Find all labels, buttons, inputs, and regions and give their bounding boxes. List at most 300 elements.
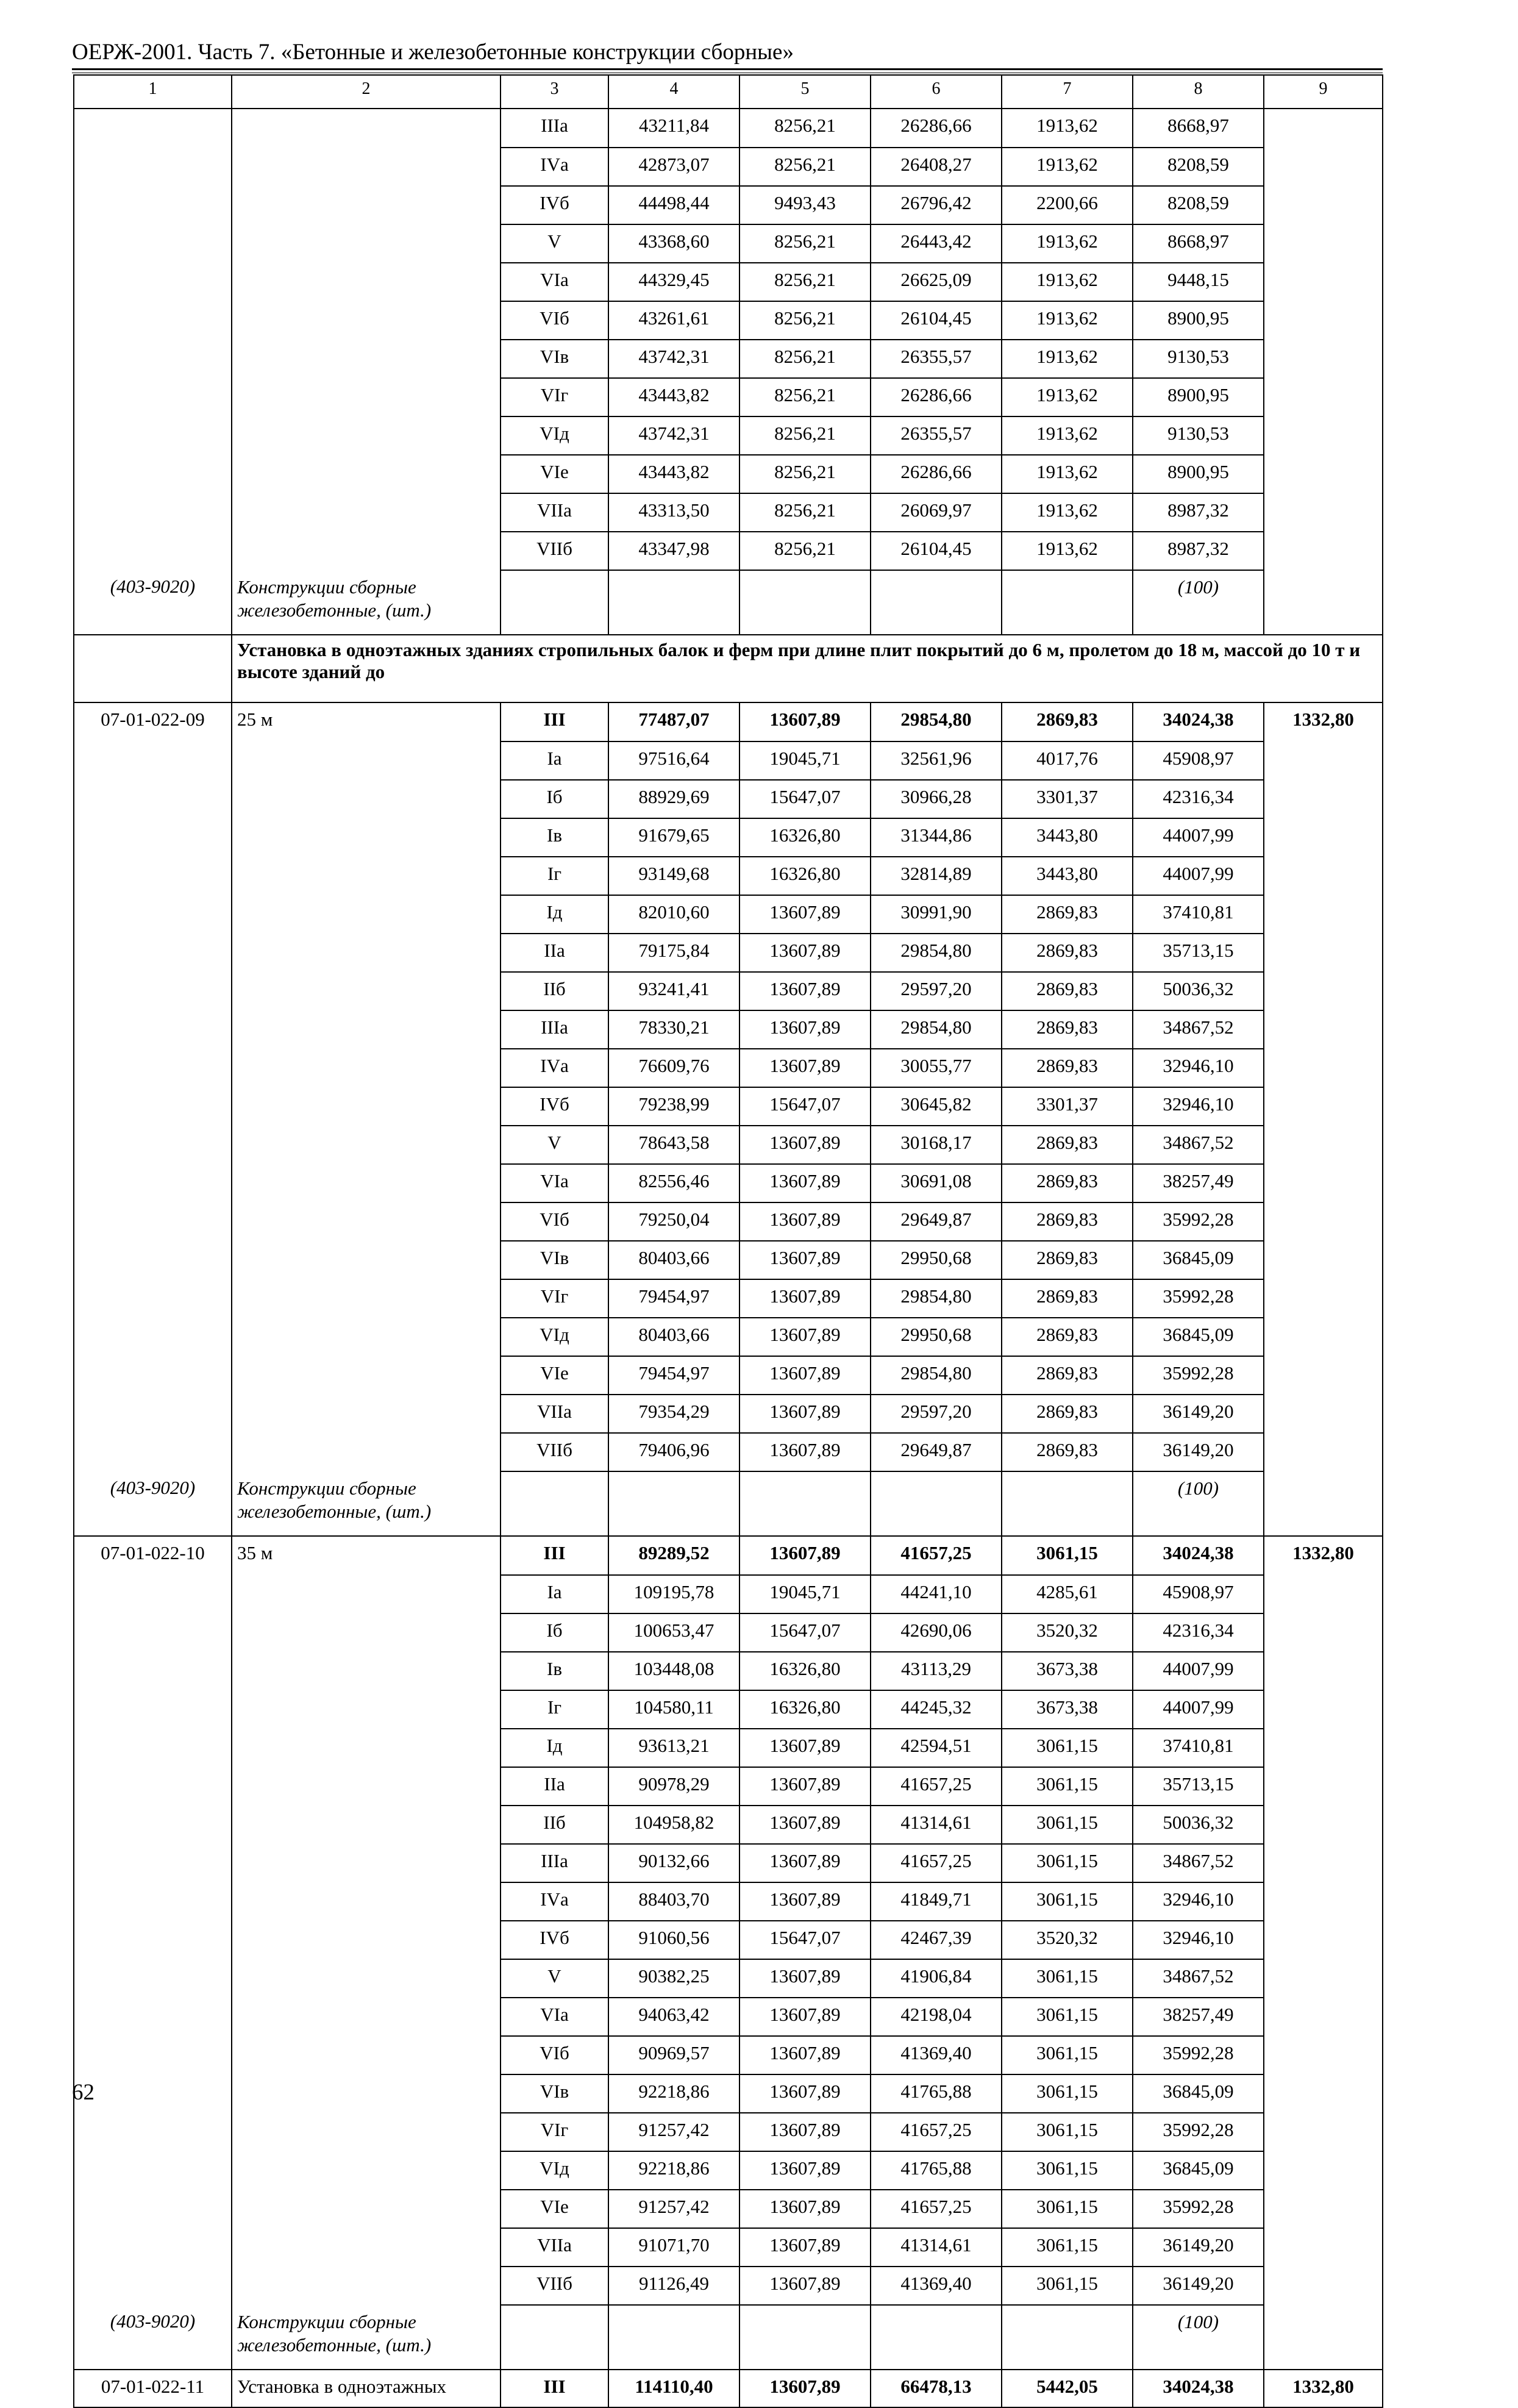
region-cell: IIа: [501, 1767, 608, 1806]
empty-cell: [74, 1959, 232, 1998]
machinist-wages-cell: 2200,66: [1002, 186, 1133, 224]
wages-cell: 13607,89: [739, 1164, 871, 1202]
empty-cell: [74, 1241, 232, 1279]
empty-cell: [232, 741, 501, 780]
region-cell: III: [501, 2370, 608, 2407]
empty-cell: [74, 1729, 232, 1767]
machinist-wages-cell: 3673,38: [1002, 1690, 1133, 1729]
materials-cell: 44007,99: [1133, 1690, 1264, 1729]
materials-cell: 35713,15: [1133, 1767, 1264, 1806]
region-cell: VIIб: [501, 2267, 608, 2305]
total-cost-cell: 100653,47: [608, 1613, 739, 1652]
wages-cell: 15647,07: [739, 1921, 871, 1959]
machinist-wages-cell: 1913,62: [1002, 455, 1133, 493]
materials-cell: 34867,52: [1133, 1126, 1264, 1164]
total-cost-cell: 93613,21: [608, 1729, 739, 1767]
resource-note-row: [74, 2305, 1383, 2370]
materials-cell: 45908,97: [1133, 1575, 1264, 1613]
empty-cell: [74, 2190, 232, 2228]
resource-name: Конструкции сборные железобетонные, (шт.): [232, 2305, 501, 2370]
empty-cell: [608, 1471, 739, 1536]
machines-cell: 41369,40: [871, 2036, 1002, 2074]
empty-cell: [74, 493, 232, 532]
total-cost-cell: 78330,21: [608, 1010, 739, 1049]
table-row: [74, 1087, 1383, 1126]
region-cell: IIа: [501, 934, 608, 972]
materials-cell: 37410,81: [1133, 1729, 1264, 1767]
table-row: [74, 1690, 1383, 1729]
empty-cell: [232, 895, 501, 934]
empty-cell: [1264, 780, 1383, 818]
materials-cell: 38257,49: [1133, 1998, 1264, 2036]
wages-cell: 13607,89: [739, 1049, 871, 1087]
empty-cell: [74, 2074, 232, 2113]
table-row: [74, 2370, 1383, 2407]
materials-cell: 45908,97: [1133, 741, 1264, 780]
machinist-wages-cell: 1913,62: [1002, 224, 1133, 263]
total-cost-cell: 43313,50: [608, 493, 739, 532]
region-cell: VIд: [501, 1318, 608, 1356]
empty-cell: [74, 1049, 232, 1087]
empty-cell: [232, 1921, 501, 1959]
empty-cell: [232, 972, 501, 1010]
empty-cell: [74, 2228, 232, 2267]
materials-cell: 35992,28: [1133, 1356, 1264, 1395]
wages-cell: 13607,89: [739, 1318, 871, 1356]
machines-cell: 26286,66: [871, 378, 1002, 416]
total-cost-cell: 43368,60: [608, 224, 739, 263]
total-cost-cell: 43742,31: [608, 416, 739, 455]
total-cost-cell: 94063,42: [608, 1998, 739, 2036]
empty-cell: [1264, 741, 1383, 780]
region-cell: VIв: [501, 340, 608, 378]
materials-cell: 35992,28: [1133, 2113, 1264, 2151]
empty-cell: [74, 1202, 232, 1241]
machinist-wages-cell: 1913,62: [1002, 148, 1133, 186]
table-row: [74, 1921, 1383, 1959]
empty-cell: [501, 1471, 608, 1536]
region-cell: VIIб: [501, 1433, 608, 1471]
empty-cell: [232, 378, 501, 416]
wages-cell: 13607,89: [739, 1126, 871, 1164]
machines-cell: 29597,20: [871, 1395, 1002, 1433]
empty-cell: [74, 1279, 232, 1318]
table-row: [74, 416, 1383, 455]
region-cell: VIб: [501, 1202, 608, 1241]
table-row: [74, 1613, 1383, 1652]
wages-cell: 13607,89: [739, 1844, 871, 1882]
machines-cell: 41657,25: [871, 1767, 1002, 1806]
total-cost-cell: 104958,82: [608, 1806, 739, 1844]
materials-cell: 36845,09: [1133, 2074, 1264, 2113]
empty-cell: [232, 416, 501, 455]
resource-code: (403-9020): [74, 1471, 232, 1536]
column-number: 8: [1133, 75, 1264, 109]
total-cost-cell: 103448,08: [608, 1652, 739, 1690]
empty-cell: [74, 378, 232, 416]
machinist-wages-cell: 2869,83: [1002, 1164, 1133, 1202]
machinist-wages-cell: 2869,83: [1002, 1395, 1133, 1433]
empty-cell: [739, 1471, 871, 1536]
machinist-wages-cell: 4017,76: [1002, 741, 1133, 780]
empty-cell: [232, 1998, 501, 2036]
total-cost-cell: 88403,70: [608, 1882, 739, 1921]
labor-cell: 1332,80: [1264, 1536, 1383, 1575]
empty-cell: [1264, 1164, 1383, 1202]
materials-cell: 9130,53: [1133, 340, 1264, 378]
empty-cell: [1264, 301, 1383, 340]
machines-cell: 41657,25: [871, 2190, 1002, 2228]
empty-cell: [1264, 378, 1383, 416]
total-cost-cell: 78643,58: [608, 1126, 739, 1164]
wages-cell: 8256,21: [739, 532, 871, 570]
empty-cell: [1264, 934, 1383, 972]
empty-cell: [74, 1395, 232, 1433]
table-row: [74, 224, 1383, 263]
machinist-wages-cell: 3673,38: [1002, 1652, 1133, 1690]
empty-cell: [232, 1049, 501, 1087]
wages-cell: 15647,07: [739, 1613, 871, 1652]
materials-cell: 42316,34: [1133, 1613, 1264, 1652]
machines-cell: 41314,61: [871, 2228, 1002, 2267]
wages-cell: 13607,89: [739, 2036, 871, 2074]
materials-cell: 36845,09: [1133, 2151, 1264, 2190]
materials-cell: 8987,32: [1133, 532, 1264, 570]
materials-cell: 35992,28: [1133, 2036, 1264, 2074]
empty-cell: [501, 570, 608, 635]
region-cell: VIб: [501, 2036, 608, 2074]
empty-cell: [74, 1318, 232, 1356]
total-cost-cell: 91126,49: [608, 2267, 739, 2305]
empty-cell: [1264, 818, 1383, 857]
empty-cell: [74, 857, 232, 895]
region-cell: VIIа: [501, 493, 608, 532]
column-number: 6: [871, 75, 1002, 109]
region-cell: IVа: [501, 1049, 608, 1087]
machines-cell: 42594,51: [871, 1729, 1002, 1767]
table-row: [74, 1998, 1383, 2036]
wages-cell: 13607,89: [739, 2074, 871, 2113]
empty-cell: [608, 2305, 739, 2370]
region-cell: III: [501, 702, 608, 741]
empty-cell: [1264, 895, 1383, 934]
empty-cell: [1264, 1575, 1383, 1613]
empty-cell: [74, 972, 232, 1010]
empty-cell: [232, 818, 501, 857]
empty-cell: [232, 148, 501, 186]
region-cell: Iв: [501, 818, 608, 857]
empty-cell: [232, 1690, 501, 1729]
region-cell: VIб: [501, 301, 608, 340]
code-cell: 07-01-022-10: [74, 1536, 232, 1575]
total-cost-cell: 91071,70: [608, 2228, 739, 2267]
machines-cell: 26286,66: [871, 109, 1002, 148]
wages-cell: 13607,89: [739, 1010, 871, 1049]
machinist-wages-cell: 2869,83: [1002, 1241, 1133, 1279]
name-cell: Установка в одноэтажных: [232, 2370, 501, 2407]
table-row: [74, 1536, 1383, 1575]
empty-cell: [74, 455, 232, 493]
wages-cell: 13607,89: [739, 1882, 871, 1921]
empty-cell: [1264, 1241, 1383, 1279]
total-cost-cell: 79175,84: [608, 934, 739, 972]
materials-cell: 36845,09: [1133, 1318, 1264, 1356]
total-cost-cell: 93241,41: [608, 972, 739, 1010]
empty-cell: [232, 109, 501, 148]
region-cell: Iд: [501, 895, 608, 934]
materials-cell: 35992,28: [1133, 1279, 1264, 1318]
empty-cell: [232, 340, 501, 378]
materials-cell: 42316,34: [1133, 780, 1264, 818]
region-cell: IIIа: [501, 109, 608, 148]
machines-cell: 41765,88: [871, 2074, 1002, 2113]
materials-cell: 9130,53: [1133, 416, 1264, 455]
total-cost-cell: 109195,78: [608, 1575, 739, 1613]
machines-cell: 41657,25: [871, 1844, 1002, 1882]
region-cell: VIе: [501, 2190, 608, 2228]
empty-cell: [1264, 1806, 1383, 1844]
empty-cell: [232, 532, 501, 570]
wages-cell: 13607,89: [739, 1279, 871, 1318]
empty-cell: [1264, 1279, 1383, 1318]
machines-cell: 30055,77: [871, 1049, 1002, 1087]
empty-cell: [1002, 570, 1133, 635]
empty-cell: [232, 1575, 501, 1613]
name-cell: 25 м: [232, 702, 501, 741]
table-body: [74, 75, 1383, 2407]
total-cost-cell: 43443,82: [608, 455, 739, 493]
wages-cell: 16326,80: [739, 818, 871, 857]
total-cost-cell: 82010,60: [608, 895, 739, 934]
machinist-wages-cell: 3061,15: [1002, 1844, 1133, 1882]
column-number: 7: [1002, 75, 1133, 109]
machinist-wages-cell: 3061,15: [1002, 1536, 1133, 1575]
empty-cell: [1264, 416, 1383, 455]
empty-cell: [74, 934, 232, 972]
table-row: [74, 972, 1383, 1010]
materials-cell: 8668,97: [1133, 109, 1264, 148]
machines-cell: 26104,45: [871, 301, 1002, 340]
table-row: [74, 1318, 1383, 1356]
empty-cell: [1264, 340, 1383, 378]
materials-cell: 32946,10: [1133, 1049, 1264, 1087]
machines-cell: 26355,57: [871, 416, 1002, 455]
total-cost-cell: 43261,61: [608, 301, 739, 340]
empty-cell: [232, 1433, 501, 1471]
machinist-wages-cell: 3301,37: [1002, 1087, 1133, 1126]
machines-cell: 66478,13: [871, 2370, 1002, 2407]
region-cell: Iд: [501, 1729, 608, 1767]
materials-cell: 8208,59: [1133, 186, 1264, 224]
wages-cell: 13607,89: [739, 1433, 871, 1471]
empty-cell: [232, 1395, 501, 1433]
region-cell: VIв: [501, 1241, 608, 1279]
materials-cell: 35713,15: [1133, 934, 1264, 972]
total-cost-cell: 93149,68: [608, 857, 739, 895]
total-cost-cell: 80403,66: [608, 1318, 739, 1356]
code-cell: 07-01-022-09: [74, 702, 232, 741]
wages-cell: 13607,89: [739, 2370, 871, 2407]
machinist-wages-cell: 1913,62: [1002, 378, 1133, 416]
machinist-wages-cell: 4285,61: [1002, 1575, 1133, 1613]
machinist-wages-cell: 2869,83: [1002, 972, 1133, 1010]
machinist-wages-cell: 3061,15: [1002, 2074, 1133, 2113]
table-row: [74, 1433, 1383, 1471]
machines-cell: 30966,28: [871, 780, 1002, 818]
machinist-wages-cell: 3061,15: [1002, 2190, 1133, 2228]
empty-cell: [74, 1652, 232, 1690]
total-cost-cell: 91679,65: [608, 818, 739, 857]
table-row: [74, 263, 1383, 301]
empty-cell: [74, 1164, 232, 1202]
empty-cell: [74, 1921, 232, 1959]
empty-cell: [232, 224, 501, 263]
total-cost-cell: 79250,04: [608, 1202, 739, 1241]
total-cost-cell: 79454,97: [608, 1279, 739, 1318]
wages-cell: 8256,21: [739, 263, 871, 301]
empty-cell: [74, 741, 232, 780]
machinist-wages-cell: 3061,15: [1002, 1998, 1133, 2036]
machinist-wages-cell: 3061,15: [1002, 1806, 1133, 1844]
column-number: 2: [232, 75, 501, 109]
empty-cell: [871, 2305, 1002, 2370]
table-row: [74, 2151, 1383, 2190]
empty-cell: [232, 857, 501, 895]
empty-cell: [739, 570, 871, 635]
resource-note-row: [74, 1471, 1383, 1536]
machines-cell: 42198,04: [871, 1998, 1002, 2036]
machines-cell: 30691,08: [871, 1164, 1002, 1202]
total-cost-cell: 90132,66: [608, 1844, 739, 1882]
empty-cell: [232, 1767, 501, 1806]
wages-cell: 8256,21: [739, 224, 871, 263]
machinist-wages-cell: 3061,15: [1002, 2151, 1133, 2190]
wages-cell: 16326,80: [739, 857, 871, 895]
machinist-wages-cell: 3301,37: [1002, 780, 1133, 818]
empty-cell: [1264, 1395, 1383, 1433]
empty-cell: [501, 2305, 608, 2370]
resource-quantity: (100): [1133, 570, 1264, 635]
table-row: [74, 857, 1383, 895]
empty-cell: [232, 1806, 501, 1844]
empty-cell: [1264, 2305, 1383, 2370]
header-rule: [72, 68, 1383, 70]
table-row: [74, 702, 1383, 741]
wages-cell: 8256,21: [739, 416, 871, 455]
region-cell: VIд: [501, 416, 608, 455]
wages-cell: 13607,89: [739, 1729, 871, 1767]
empty-cell: [1264, 1471, 1383, 1536]
column-number: 9: [1264, 75, 1383, 109]
wages-cell: 13607,89: [739, 1806, 871, 1844]
machines-cell: 26408,27: [871, 148, 1002, 186]
machines-cell: 31344,86: [871, 818, 1002, 857]
machinist-wages-cell: 2869,83: [1002, 1356, 1133, 1395]
machines-cell: 29854,80: [871, 702, 1002, 741]
empty-cell: [1264, 2036, 1383, 2074]
empty-cell: [74, 416, 232, 455]
empty-cell: [74, 109, 232, 148]
wages-cell: 8256,21: [739, 109, 871, 148]
empty-cell: [74, 1126, 232, 1164]
wages-cell: 13607,89: [739, 2113, 871, 2151]
wages-cell: 8256,21: [739, 148, 871, 186]
page-number: 62: [72, 2080, 94, 2105]
wages-cell: 19045,71: [739, 741, 871, 780]
empty-cell: [74, 1613, 232, 1652]
machinist-wages-cell: 3061,15: [1002, 2228, 1133, 2267]
section-heading: Установка в одноэтажных зданиях стропильных балок и ферм при длине плит покрытий до 6 м, пролетом до 18 м, массой до 10 т и высоте зданий до: [232, 635, 1383, 702]
materials-cell: 44007,99: [1133, 818, 1264, 857]
region-cell: IVб: [501, 1087, 608, 1126]
machinist-wages-cell: 1913,62: [1002, 109, 1133, 148]
empty-cell: [232, 186, 501, 224]
labor-cell: 1332,80: [1264, 702, 1383, 741]
resource-name: Конструкции сборные железобетонные, (шт.): [232, 570, 501, 635]
table-row: [74, 2190, 1383, 2228]
empty-cell: [871, 570, 1002, 635]
wages-cell: 13607,89: [739, 1536, 871, 1575]
machines-cell: 44241,10: [871, 1575, 1002, 1613]
machinist-wages-cell: 2869,83: [1002, 1049, 1133, 1087]
empty-cell: [74, 186, 232, 224]
total-cost-cell: 44498,44: [608, 186, 739, 224]
machines-cell: 30991,90: [871, 895, 1002, 934]
region-cell: VIIа: [501, 2228, 608, 2267]
total-cost-cell: 79454,97: [608, 1356, 739, 1395]
table-row: [74, 340, 1383, 378]
empty-cell: [74, 1767, 232, 1806]
total-cost-cell: 43211,84: [608, 109, 739, 148]
empty-cell: [739, 2305, 871, 2370]
total-cost-cell: 80403,66: [608, 1241, 739, 1279]
table-row: [74, 1126, 1383, 1164]
column-number-row: [74, 75, 1383, 109]
machines-cell: 26104,45: [871, 532, 1002, 570]
machines-cell: 41906,84: [871, 1959, 1002, 1998]
table-row: [74, 532, 1383, 570]
machinist-wages-cell: 3061,15: [1002, 1767, 1133, 1806]
empty-cell: [232, 2190, 501, 2228]
empty-cell: [1264, 1882, 1383, 1921]
empty-cell: [232, 780, 501, 818]
empty-cell: [1264, 1844, 1383, 1882]
wages-cell: 13607,89: [739, 1959, 871, 1998]
wages-cell: 13607,89: [739, 702, 871, 741]
materials-cell: 36845,09: [1133, 1241, 1264, 1279]
empty-cell: [232, 1844, 501, 1882]
empty-cell: [1264, 1318, 1383, 1356]
machines-cell: 26625,09: [871, 263, 1002, 301]
empty-cell: [74, 1690, 232, 1729]
column-number: 4: [608, 75, 739, 109]
empty-cell: [74, 780, 232, 818]
table-row: [74, 1806, 1383, 1844]
empty-cell: [74, 340, 232, 378]
resource-quantity: (100): [1133, 1471, 1264, 1536]
machinist-wages-cell: 1913,62: [1002, 532, 1133, 570]
region-cell: VIг: [501, 2113, 608, 2151]
materials-cell: 8668,97: [1133, 224, 1264, 263]
empty-cell: [232, 1356, 501, 1395]
machinist-wages-cell: 2869,83: [1002, 1318, 1133, 1356]
code-cell: 07-01-022-11: [74, 2370, 232, 2407]
materials-cell: 34867,52: [1133, 1844, 1264, 1882]
empty-cell: [232, 2228, 501, 2267]
empty-cell: [1264, 1921, 1383, 1959]
materials-cell: 8900,95: [1133, 301, 1264, 340]
wages-cell: 8256,21: [739, 493, 871, 532]
